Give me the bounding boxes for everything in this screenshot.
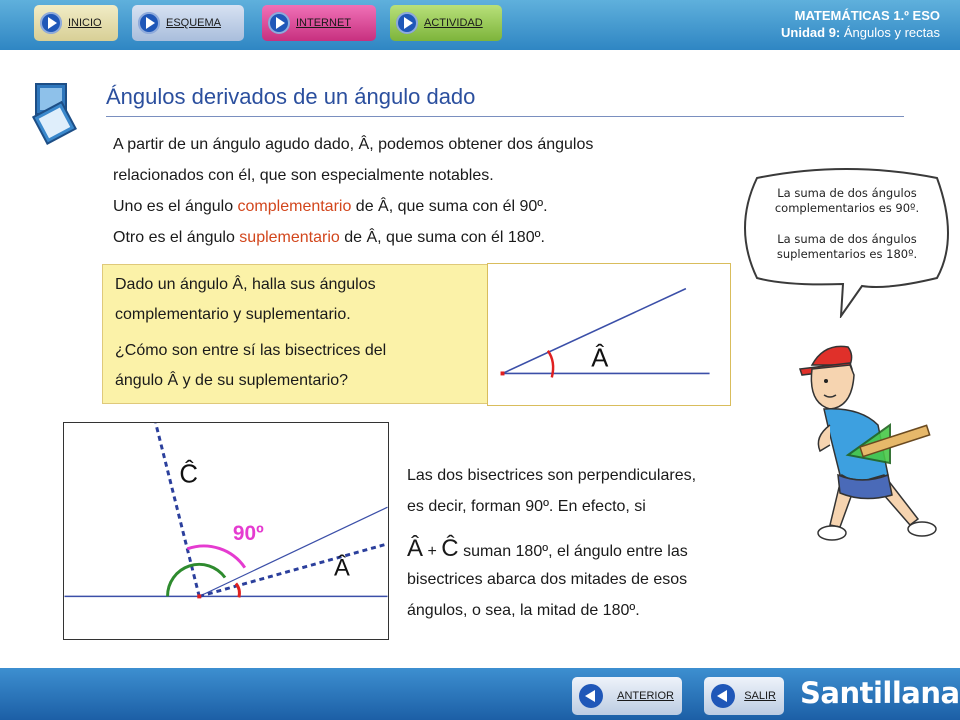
angle-figure <box>487 263 731 406</box>
label-c: Ĉ <box>179 460 199 489</box>
salir-label: SALIR <box>744 690 776 702</box>
angle-label: Â <box>591 344 609 373</box>
bisectors-figure <box>63 422 389 640</box>
inicio-label: INICIO <box>68 17 102 29</box>
unit-title: Ángulos y rectas <box>843 25 940 40</box>
unit-header <box>781 7 940 41</box>
window-stack-icon <box>28 82 78 152</box>
student-illustration <box>790 325 960 565</box>
term-suplementario: suplementario <box>239 229 340 246</box>
explanation-line-3: Â + Ĉ suman 180º, el ángulo entre las <box>407 535 688 562</box>
play-arrow-icon <box>396 12 418 34</box>
internet-button[interactable] <box>262 5 376 41</box>
inicio-button[interactable] <box>34 5 118 41</box>
actividad-button[interactable] <box>390 5 502 41</box>
explanation-line-5: ángulos, o sea, la mitad de 180º. <box>407 602 640 619</box>
anterior-button[interactable] <box>572 677 682 715</box>
play-arrow-icon <box>268 12 290 34</box>
play-arrow-icon <box>138 12 160 34</box>
term-complementario: complementario <box>237 198 352 215</box>
symbol-a: Â <box>407 535 424 562</box>
play-arrow-icon <box>40 12 62 34</box>
back-arrow-icon <box>711 684 735 708</box>
supplement-arc <box>168 564 225 596</box>
exercise-line-4: ángulo Â y de su suplementario? <box>115 372 349 389</box>
bubble-text-suplementarios: La suma de dos ángulos suplementarios es 180º. <box>776 232 918 261</box>
exercise-line-1: Dado un ángulo Â, halla sus ángulos <box>115 276 376 293</box>
vertex-point <box>197 594 201 598</box>
actividad-label: ACTIVIDAD <box>424 17 483 29</box>
salir-button[interactable] <box>704 677 784 715</box>
back-arrow-icon <box>579 684 603 708</box>
internet-label: INTERNET <box>296 17 351 29</box>
label-90: 90º <box>232 521 264 545</box>
brand-logo: Santillana <box>800 676 960 710</box>
explanation-line-2: es decir, forman 90º. En efecto, si <box>407 498 646 515</box>
bisector-c <box>156 423 200 596</box>
bubble-text-complementarios: La suma de dos ángulos complementarios es 90º. <box>774 186 920 215</box>
label-a: Â <box>334 554 350 582</box>
angle-a-arc <box>236 584 240 598</box>
symbol-c: Ĉ <box>441 535 459 562</box>
esquema-label: ESQUEMA <box>166 17 222 29</box>
vertex-point <box>501 371 505 375</box>
intro-line-2: relacionados con él, que son especialmente notables. <box>113 167 494 184</box>
esquema-button[interactable] <box>132 5 244 41</box>
intro-line-3: Uno es el ángulo complementario de Â, que suma con él 90º. <box>113 198 548 215</box>
title-divider <box>106 116 904 117</box>
page-title: Ángulos derivados de un ángulo dado <box>106 84 476 109</box>
course-name: MATEMÁTICAS 1.º ESO <box>794 8 940 23</box>
intro-line-4: Otro es el ángulo suplementario de Â, que suma con él 180º. <box>113 229 545 246</box>
exercise-box <box>102 264 488 404</box>
anterior-label: ANTERIOR <box>617 690 674 702</box>
explanation-line-4: bisectrices abarca dos mitades de esos <box>407 571 688 588</box>
exercise-line-2: complementario y suplementario. <box>115 306 351 323</box>
exercise-line-3: ¿Cómo son entre sí las bisectrices del <box>115 342 387 359</box>
unit-label: Unidad 9: <box>781 25 841 40</box>
explanation-line-1: Las dos bisectrices son perpendiculares, <box>407 467 697 484</box>
intro-line-1: A partir de un ángulo agudo dado, Â, podemos obtener dos ángulos <box>113 136 594 153</box>
